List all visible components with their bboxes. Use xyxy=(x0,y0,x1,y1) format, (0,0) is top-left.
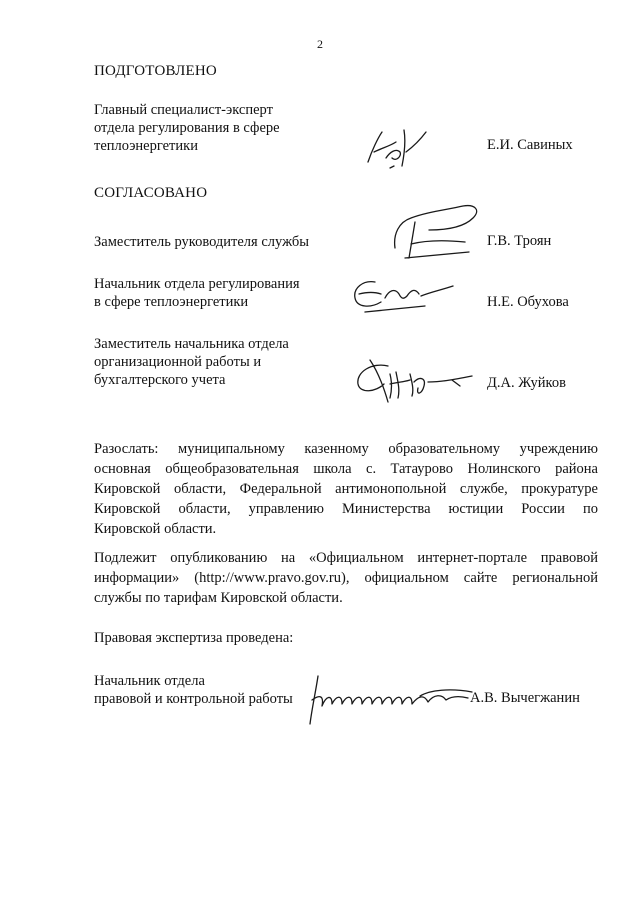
position-line: правовой и контрольной работы xyxy=(94,691,293,707)
signature-vychegzhanin xyxy=(300,668,485,730)
prepared-heading: ПОДГОТОВЛЕНО xyxy=(94,63,217,79)
position-line: Начальник отдела xyxy=(94,673,205,689)
legal-review-text: Правовая экспертиза проведена: xyxy=(94,630,294,646)
position-line: бухгалтерского учета xyxy=(94,372,226,388)
paragraph-line: службы по тарифам Кировской области. xyxy=(94,590,343,606)
page-number: 2 xyxy=(317,37,323,51)
paragraph-line: Подлежит опубликованию на «Официальном интернет-портале правовой xyxy=(94,550,598,566)
position-line: в сфере теплоэнергетики xyxy=(94,294,249,310)
signature-obukhova xyxy=(345,268,465,318)
signature-zhuykov xyxy=(348,352,478,410)
signer-position xyxy=(94,335,334,389)
paragraph-line: Кировской области, управлению Министерства юстиции России по xyxy=(94,501,598,517)
position-line: Главный специалист-эксперт xyxy=(94,102,273,118)
paragraph-line: Разослать: муниципальному казенному образовательному учреждению xyxy=(94,441,598,457)
legal-review-name: А.В. Вычегжанин xyxy=(470,690,580,706)
position-line: Заместитель начальника отдела xyxy=(94,336,289,352)
position-line: организационной работы и xyxy=(94,354,262,370)
signature-troyan xyxy=(385,200,485,270)
signer-name: Г.В. Троян xyxy=(487,233,552,249)
prepared-name: Е.И. Савиных xyxy=(487,137,573,153)
paragraph-line: информации» (http://www.pravo.gov.ru), официальном сайте региональной xyxy=(94,570,598,586)
position-line: отдела регулирования в сфере xyxy=(94,120,280,136)
paragraph-line: Кировской области. xyxy=(94,521,217,537)
publication-paragraph xyxy=(94,548,598,608)
position-line: Заместитель руководителя службы xyxy=(94,234,310,250)
position-line: Начальник отдела регулирования xyxy=(94,276,300,292)
signer-position xyxy=(94,233,354,251)
signature-savinykh xyxy=(360,122,450,174)
distribution-paragraph xyxy=(94,439,598,539)
signer-name: Н.Е. Обухова xyxy=(487,294,569,310)
agreed-heading: СОГЛАСОВАНО xyxy=(94,185,208,201)
legal-review-position xyxy=(94,672,324,708)
position-line: теплоэнергетики xyxy=(94,138,198,154)
prepared-position xyxy=(94,101,334,155)
signer-name: Д.А. Жуйков xyxy=(487,375,566,391)
paragraph-line: Кировской области, Федеральной антимонопольной службе, прокуратуре xyxy=(94,481,598,497)
paragraph-line: основная общеобразовательная школа с. Татаурово Нолинского района xyxy=(94,461,598,477)
signer-position xyxy=(94,275,334,311)
